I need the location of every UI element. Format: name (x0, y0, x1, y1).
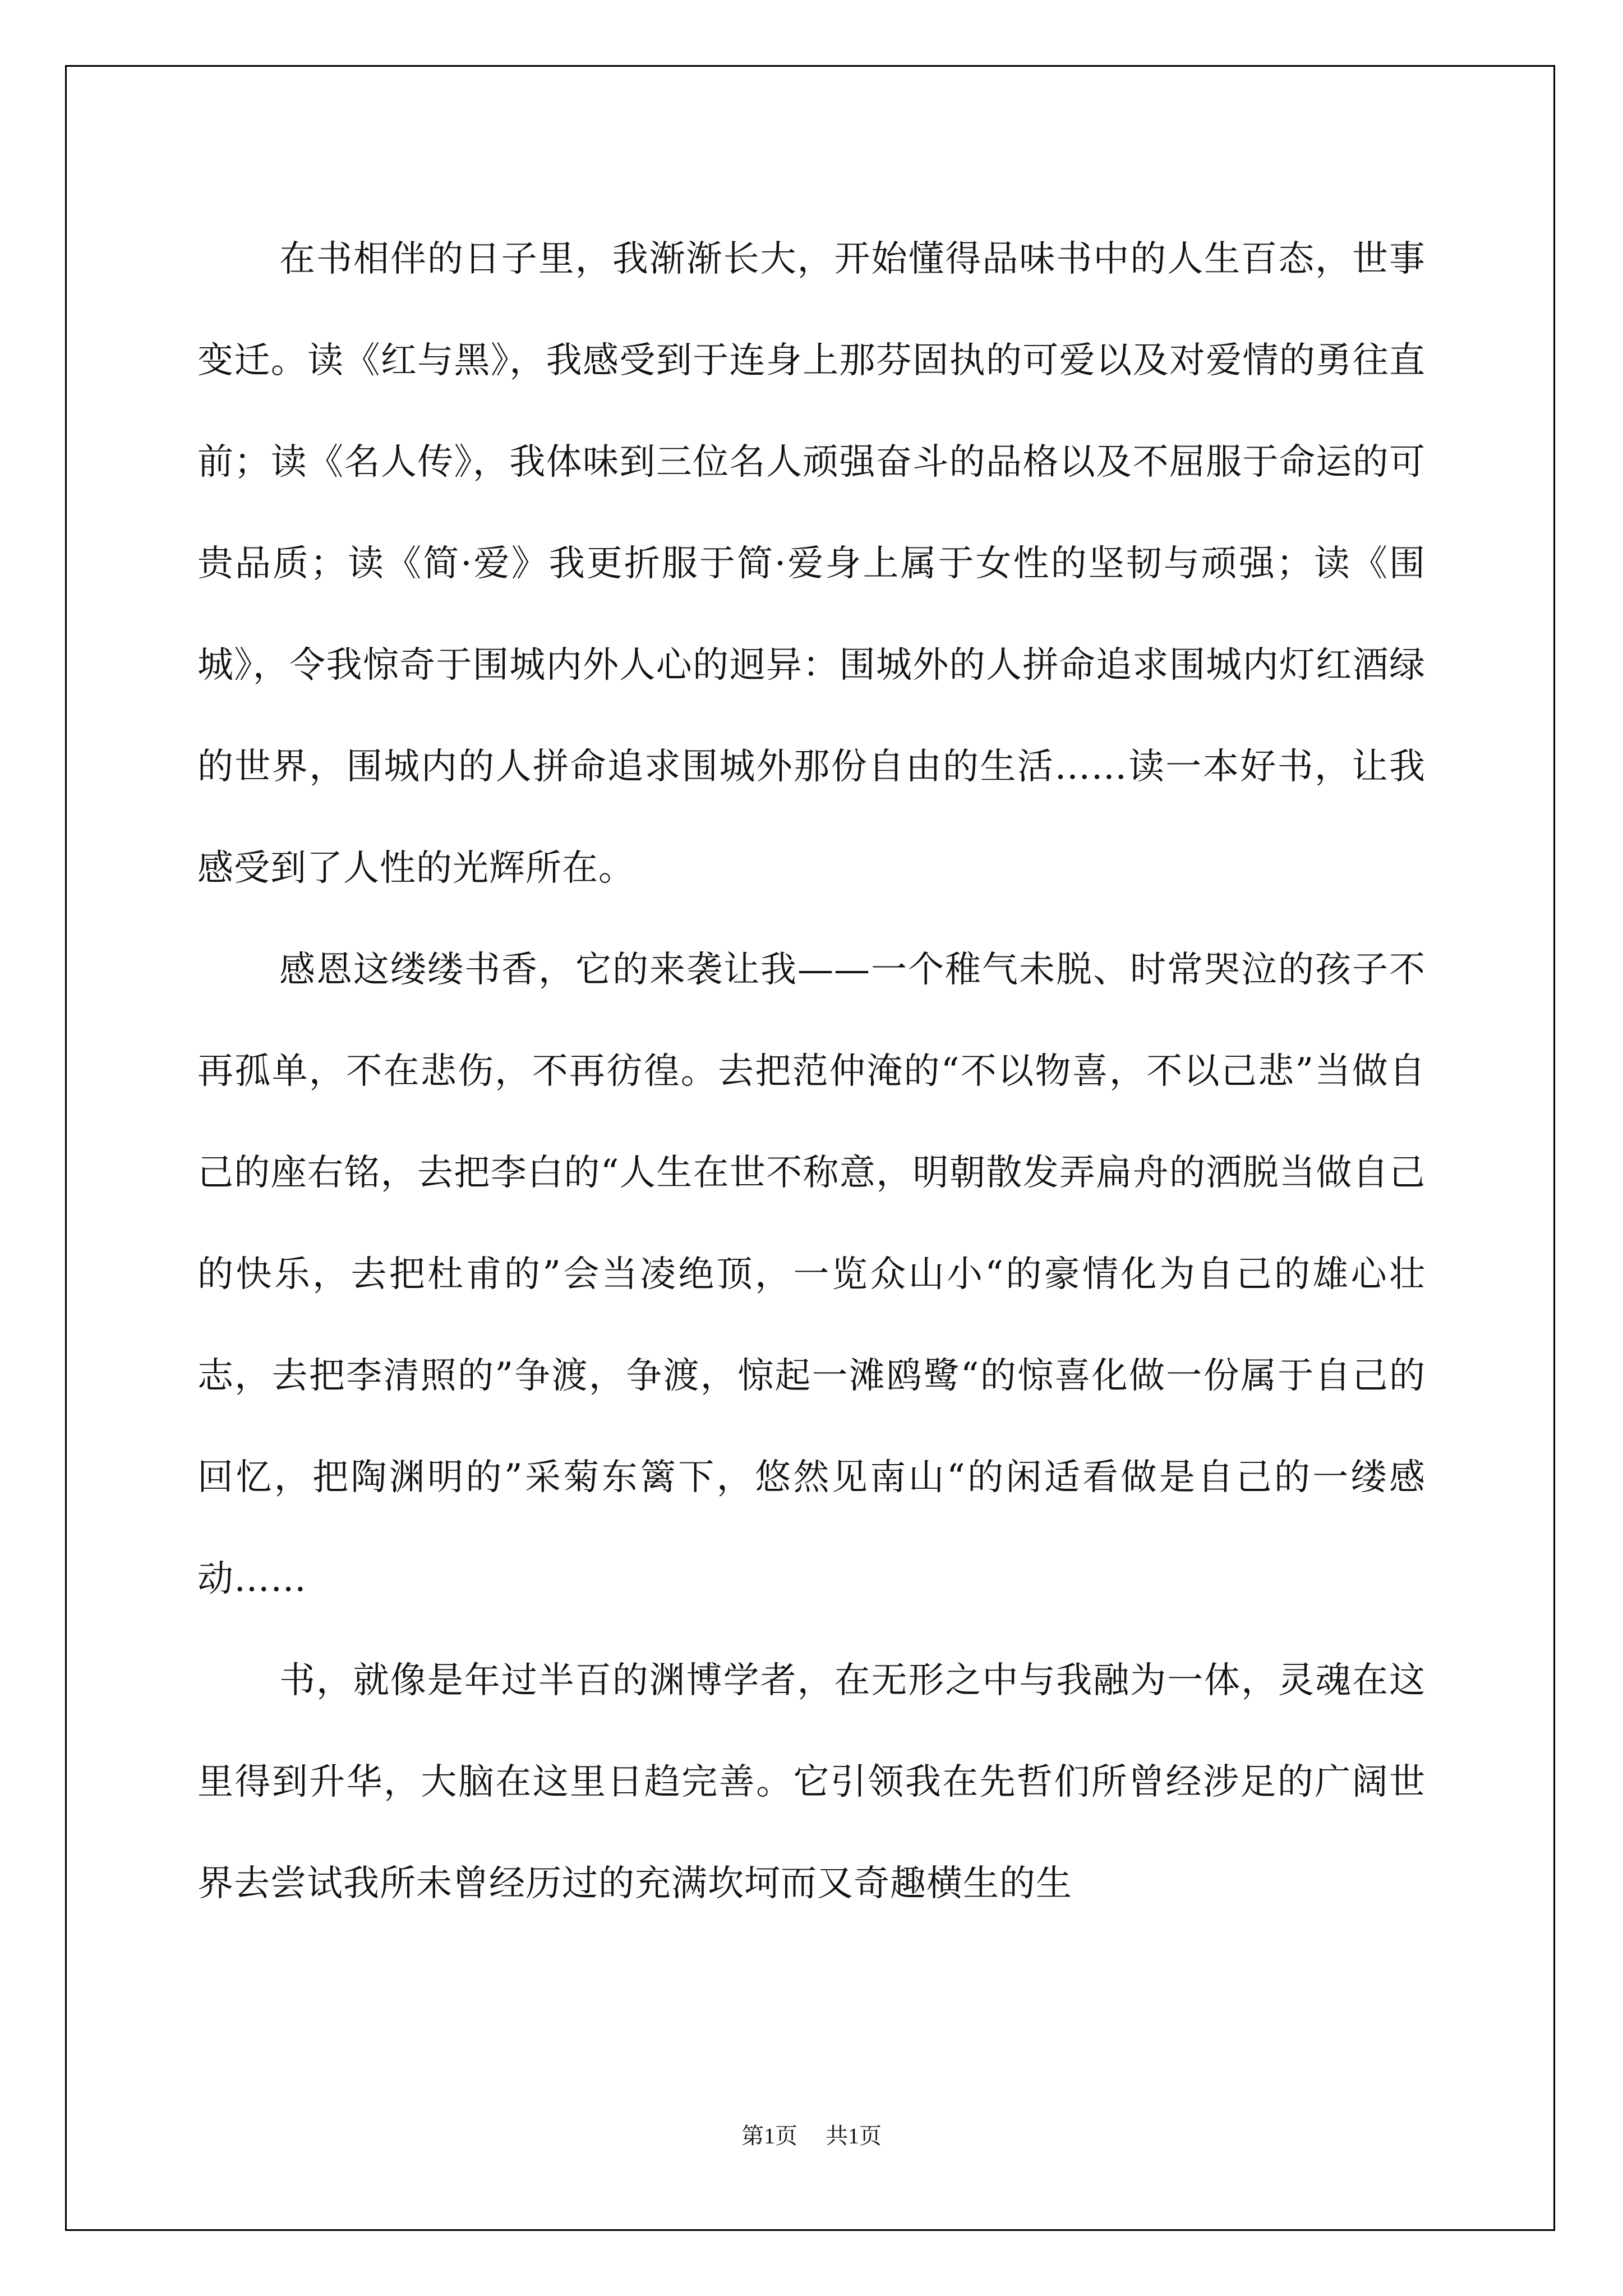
page-total: 共1页 (826, 2123, 882, 2148)
paragraph-3: 书，就像是年过半百的渊博学者，在无形之中与我融为一体，灵魂在这里得到升华，大脑在这里日趋完善。它引领我在先哲们所曾经涉足的广阔世界去尝试我所未曾经历过的充满坎坷而又奇趣横生的生 (197, 1660, 1426, 1904)
document-body (197, 209, 1426, 1935)
page-footer (0, 2118, 1623, 2150)
paragraph-1: 在书相伴的日子里，我渐渐长大，开始懂得品味书中的人生百态，世事变迁。读《红与黑》，我感受到于连身上那芬固执的可爱以及对爱情的勇往直前；读《名人传》，我体味到三位名人顽强奋斗的品格以及不屈服于命运的可贵品质；读《简·爱》我更折服于简·爱身上属于女性的坚韧与顽强；读《围城》，令我惊奇于围城内外人心的迥异：围城外的人拼命追求围城内灯红酒绿的世界，围城内的人拼命追求围城外那份自由的生活……读一本好书，让我感受到了人性的光辉所在。 (197, 238, 1426, 889)
page-number: 第1页 (741, 2123, 797, 2148)
paragraph-2: 感恩这缕缕书香，它的来袭让我——一个稚气未脱、时常哭泣的孩子不再孤单，不在悲伤，不再彷徨。去把范仲淹的“不以物喜，不以己悲”当做自己的座右铭，去把李白的“人生在世不称意，明朝散发弄扁舟的洒脱当做自己的快乐，去把杜甫的”会当凌绝顶，一览众山小“的豪情化为自己的雄心壮志，去把李清照的”争渡，争渡，惊起一滩鸥鹭“的惊喜化做一份属于自己的回忆，把陶渊明的”采菊东篱下，悠然见南山“的闲适看做是自己的一缕感动…… (197, 949, 1426, 1600)
